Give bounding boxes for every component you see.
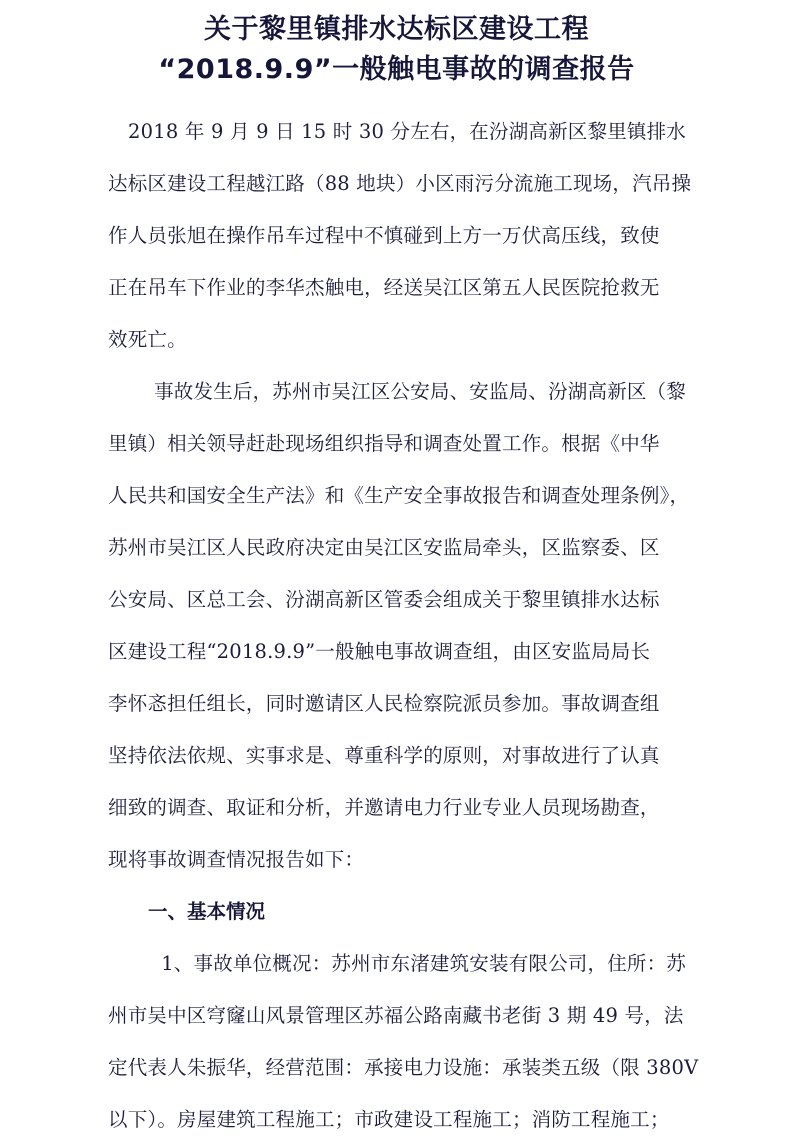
text-line: 以下）。房屋建筑工程施工；市政建设工程施工；消防工程施工； xyxy=(108,1108,670,1131)
text-line: 正在吊车下作业的李华杰触电，经送吴江区第五人民医院抢救无 xyxy=(108,276,660,299)
text-line: 里镇）相关领导赶赴现场组织指导和调查处置工作。根据《中华 xyxy=(108,432,660,455)
text-line: 作人员张旭在操作吊车过程中不慎碰到上方一万伏高压线，致使 xyxy=(108,224,660,247)
paragraph-investigation-team xyxy=(108,366,690,886)
text-line: 苏州市吴江区人民政府决定由吴江区安监局牵头，区监察委、区 xyxy=(108,536,660,559)
section-heading: 一、基本情况 xyxy=(148,900,266,923)
text-line: 区建设工程“2018.9.9”一般触电事故调查组，由区安监局局长 xyxy=(108,640,651,663)
text-line: 公安局、区总工会、汾湖高新区管委会组成关于黎里镇排水达标 xyxy=(108,588,660,611)
text-line: 州市吴中区穹窿山风景管理区苏福公路南藏书老街 3 期 49 号，法 xyxy=(108,1004,684,1027)
text-line: 定代表人朱振华，经营范围：承接电力设施：承装类五级（限 380V xyxy=(108,1056,699,1079)
paragraph-indent xyxy=(108,366,148,418)
text-line: 达标区建设工程越江路（88 地块）小区雨污分流施工现场，汽吊操 xyxy=(108,172,692,195)
title-line-2: “2018.9.9”一般触电事故的调查报告 xyxy=(158,54,635,85)
text-line: 效死亡。 xyxy=(108,328,187,351)
text-line: 细致的调查、取证和分析，并邀请电力行业专业人员现场勘查， xyxy=(108,796,660,819)
title-line-1: 关于黎里镇排水达标区建设工程 xyxy=(204,14,589,45)
paragraph-unit-overview xyxy=(108,938,699,1146)
text-line: 1、事故单位概况：苏州市东渚建筑安装有限公司，住所：苏 xyxy=(108,938,686,990)
paragraph-indent xyxy=(108,106,128,158)
text-line: 人民共和国安全生产法》和《生产安全事故报告和调查处理条例》， xyxy=(108,484,690,507)
text-line: 2018 年 9 月 9 日 15 时 30 分左右，在汾湖高新区黎里镇排水 xyxy=(108,106,686,158)
text-line: 事故发生后，苏州市吴江区公安局、安监局、汾湖高新区（黎 xyxy=(108,366,686,418)
page-title xyxy=(0,0,793,90)
text-line: 坚持依法依规、实事求是、尊重科学的原则，对事故进行了认真 xyxy=(108,744,660,767)
text-line: 现将事故调查情况报告如下： xyxy=(108,848,365,871)
text-line: 李怀忞担任组长，同时邀请区人民检察院派员参加。事故调查组 xyxy=(108,692,660,715)
document-body xyxy=(108,106,699,1146)
paragraph-incident-summary xyxy=(108,106,692,366)
paragraph-indent xyxy=(108,938,148,990)
